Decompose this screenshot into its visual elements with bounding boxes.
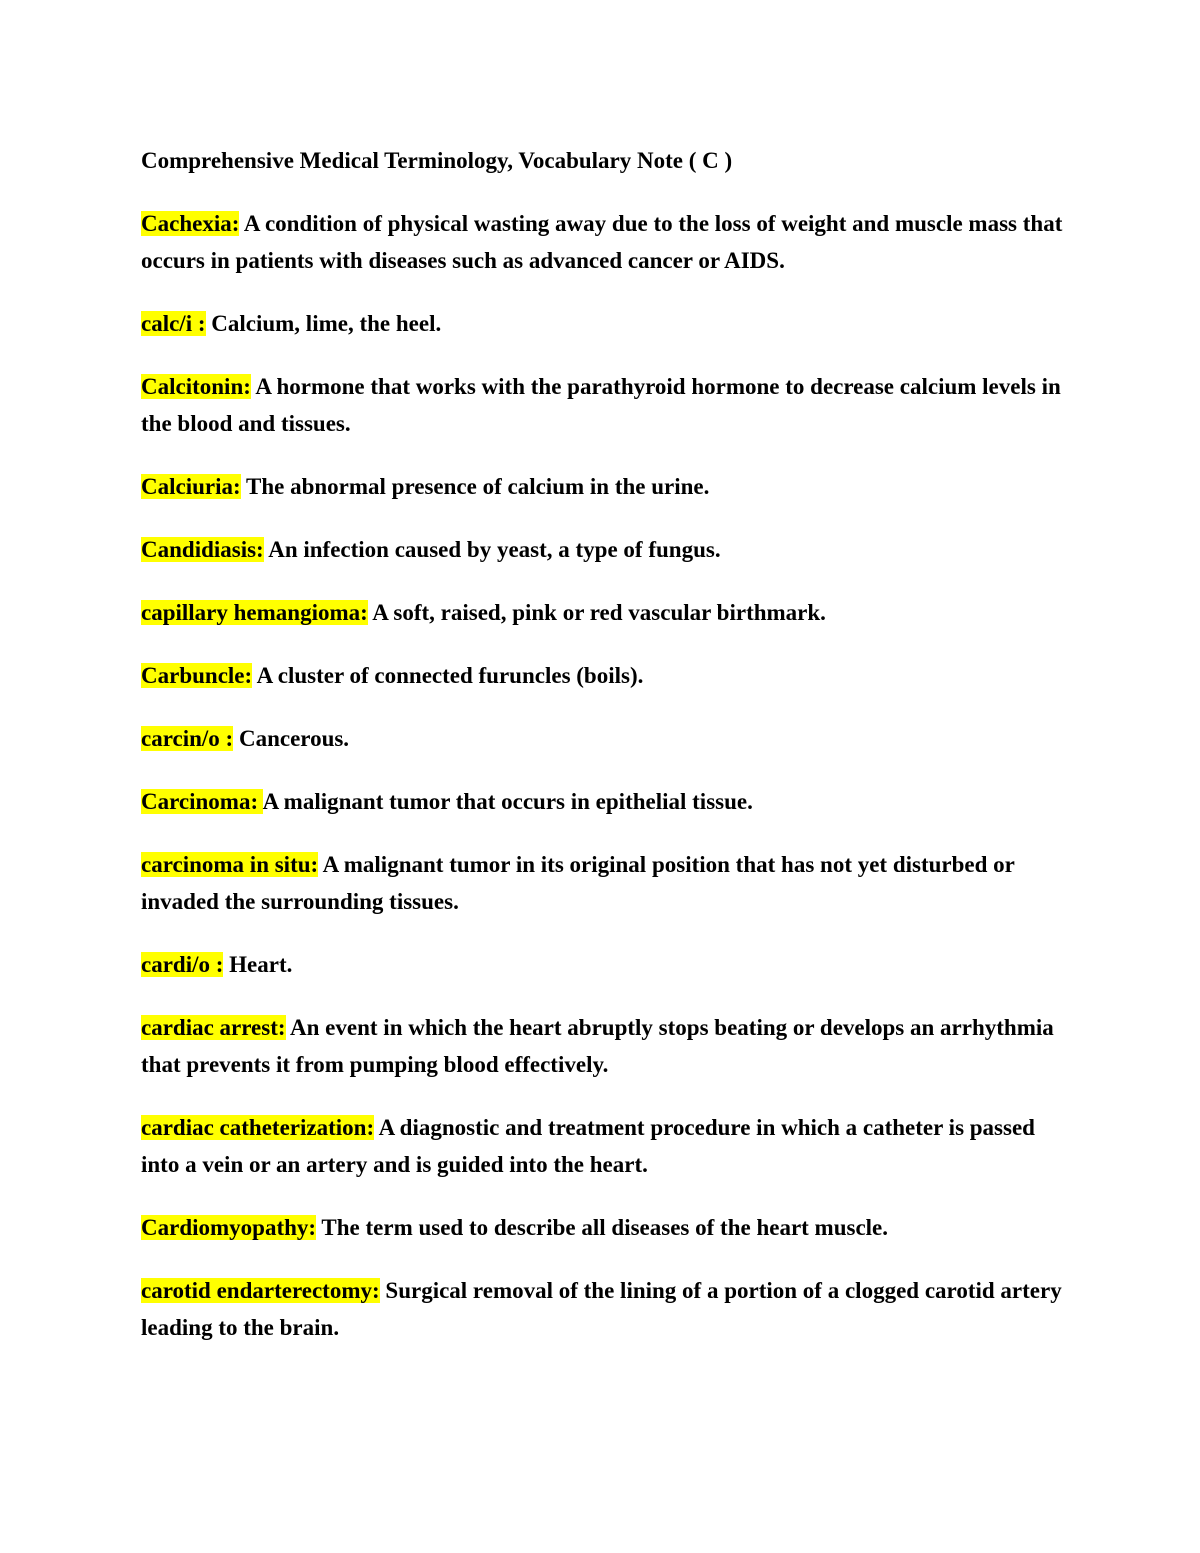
entry-definition: The abnormal presence of calcium in the urine.	[246, 474, 710, 499]
entry-term: carcin/o :	[141, 726, 234, 751]
entry-definition: A malignant tumor that occurs in epithelial tissue.	[262, 789, 753, 814]
glossary-entry	[141, 1109, 1071, 1183]
glossary-entry	[141, 720, 1071, 757]
glossary-entry	[141, 846, 1071, 920]
glossary-entry	[141, 1209, 1071, 1246]
entry-definition: The term used to describe all diseases of the heart muscle.	[321, 1215, 889, 1240]
entry-definition: A diagnostic and treatment procedure in which a catheter is passed into a vein or an artery and is guided into the heart.	[141, 1115, 1035, 1177]
glossary-entry	[141, 205, 1071, 279]
entry-term: Calcitonin:	[141, 374, 251, 399]
entry-term: cardi/o :	[141, 952, 224, 977]
entry-definition: A hormone that works with the parathyroid hormone to decrease calcium levels in the blood and tissues.	[141, 374, 1061, 436]
entry-definition: A soft, raised, pink or red vascular birthmark.	[372, 600, 826, 625]
entry-term: Cardiomyopathy:	[141, 1215, 317, 1240]
entry-term: carcinoma in situ:	[141, 852, 319, 877]
entry-term: calc/i :	[141, 311, 206, 336]
entry-definition: Surgical removal of the lining of a portion of a clogged carotid artery leading to the brain.	[141, 1278, 1062, 1340]
entry-term: cardiac arrest:	[141, 1015, 286, 1040]
glossary-entry	[141, 657, 1071, 694]
entry-term: Carbuncle:	[141, 663, 253, 688]
entry-term: cardiac catheterization:	[141, 1115, 375, 1140]
entry-term: Candidiasis:	[141, 537, 264, 562]
glossary-entry	[141, 531, 1071, 568]
glossary-entry	[141, 1272, 1071, 1346]
entry-definition: An event in which the heart abruptly stops beating or develops an arrhythmia that prevents it from pumping blood effectively.	[141, 1015, 1054, 1077]
glossary-entry	[141, 594, 1071, 631]
entry-definition: Heart.	[229, 952, 293, 977]
entry-definition: A condition of physical wasting away due to the loss of weight and muscle mass that occurs in patients with diseases such as advanced cancer or AIDS.	[141, 211, 1063, 273]
entry-definition: A cluster of connected furuncles (boils).	[256, 663, 644, 688]
glossary-entry	[141, 368, 1071, 442]
entry-definition: Calcium, lime, the heel.	[211, 311, 442, 336]
document-page	[141, 142, 1071, 1372]
glossary-entry	[141, 1009, 1071, 1083]
glossary-entry	[141, 946, 1071, 983]
entry-definition: Cancerous.	[238, 726, 350, 751]
entry-definition: An infection caused by yeast, a type of fungus.	[268, 537, 721, 562]
document-title: Comprehensive Medical Terminology, Vocabulary Note ( C )	[141, 148, 733, 173]
glossary-entry	[141, 783, 1071, 820]
entry-term: carotid endarterectomy:	[141, 1278, 380, 1303]
entry-definition: A malignant tumor in its original position that has not yet disturbed or invaded the surrounding tissues.	[141, 852, 1015, 914]
entry-term: Carcinoma:	[141, 789, 263, 814]
entry-term: Calciuria:	[141, 474, 241, 499]
glossary-entry	[141, 468, 1071, 505]
entry-term: capillary hemangioma:	[141, 600, 368, 625]
glossary-entry	[141, 305, 1071, 342]
entry-term: Cachexia:	[141, 211, 240, 236]
